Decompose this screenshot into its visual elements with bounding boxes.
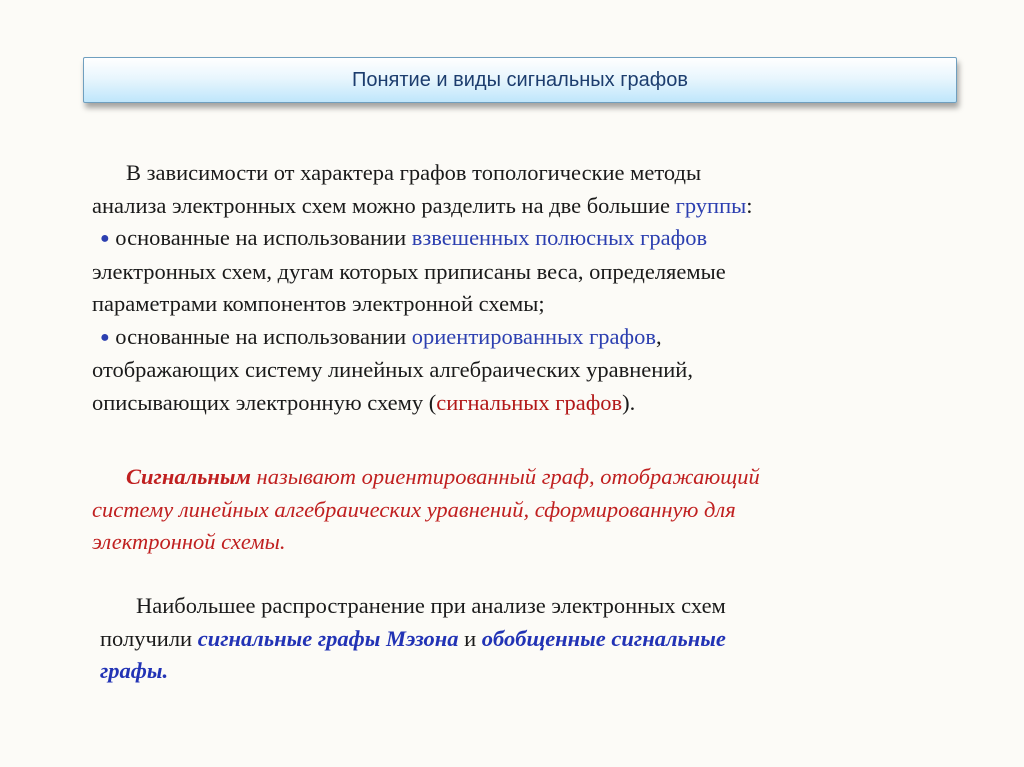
text-run: анализа электронных схем можно разделить на две большие <box>92 192 676 218</box>
text-line <box>92 256 952 289</box>
slide-title: Понятие и виды сигнальных графов <box>352 68 688 91</box>
text-line <box>92 494 962 527</box>
highlight-term: сигнальных графов <box>436 389 623 415</box>
slide-title-box <box>83 57 957 103</box>
highlight-term: обобщенные сигнальные <box>481 625 726 651</box>
text-line <box>92 526 962 559</box>
highlight-term: графы. <box>100 658 169 683</box>
text-line <box>92 461 962 494</box>
prevalence-paragraph <box>92 590 962 688</box>
bullet-line <box>92 222 952 256</box>
highlight-term: группы <box>675 192 747 218</box>
text-run: , <box>656 323 662 349</box>
groups-paragraph <box>92 157 952 419</box>
highlight-term: взвешенных полюсных графов <box>411 225 708 250</box>
text-run: описывающих электронную схему ( <box>92 389 437 415</box>
text-run: ). <box>622 389 636 415</box>
text-run: электронных схем, дугам которых приписаны веса, определяемые <box>92 258 726 284</box>
text-line <box>92 190 952 223</box>
text-line <box>92 387 952 420</box>
text-run: : <box>746 192 753 218</box>
text-line <box>92 623 962 656</box>
defined-term: Сигнальным <box>126 464 251 489</box>
bullet-icon: ● <box>100 230 110 247</box>
text-run: и <box>458 625 482 651</box>
text-run: получили <box>100 625 198 651</box>
text-line <box>92 590 962 623</box>
bullet-icon: ● <box>100 328 110 346</box>
highlight-term: сигнальные графы Мэзона <box>197 625 459 651</box>
text-run: систему линейных алгебраических уравнений, сформированную для <box>92 496 736 522</box>
bullet-line <box>92 321 952 355</box>
text-run: называют ориентированный граф, отображающий <box>250 464 760 489</box>
text-line <box>92 288 952 321</box>
text-line <box>92 354 952 387</box>
highlight-term: ориентированных графов <box>411 323 656 349</box>
text-run: электронной схемы. <box>92 529 286 554</box>
text-run: отображающих систему линейных алгебраических уравнений, <box>92 357 693 382</box>
text-run: параметрами компонентов электронной схемы; <box>92 291 545 316</box>
text-line <box>92 655 962 688</box>
text-run: Наибольшее распространение при анализе электронных схем <box>136 593 726 618</box>
text-run: основанные на использовании <box>109 225 412 250</box>
text-run: основанные на использовании <box>109 323 412 349</box>
definition-paragraph <box>92 461 962 559</box>
text-run: В зависимости от характера графов топологические методы <box>126 160 702 185</box>
text-line <box>92 157 952 190</box>
